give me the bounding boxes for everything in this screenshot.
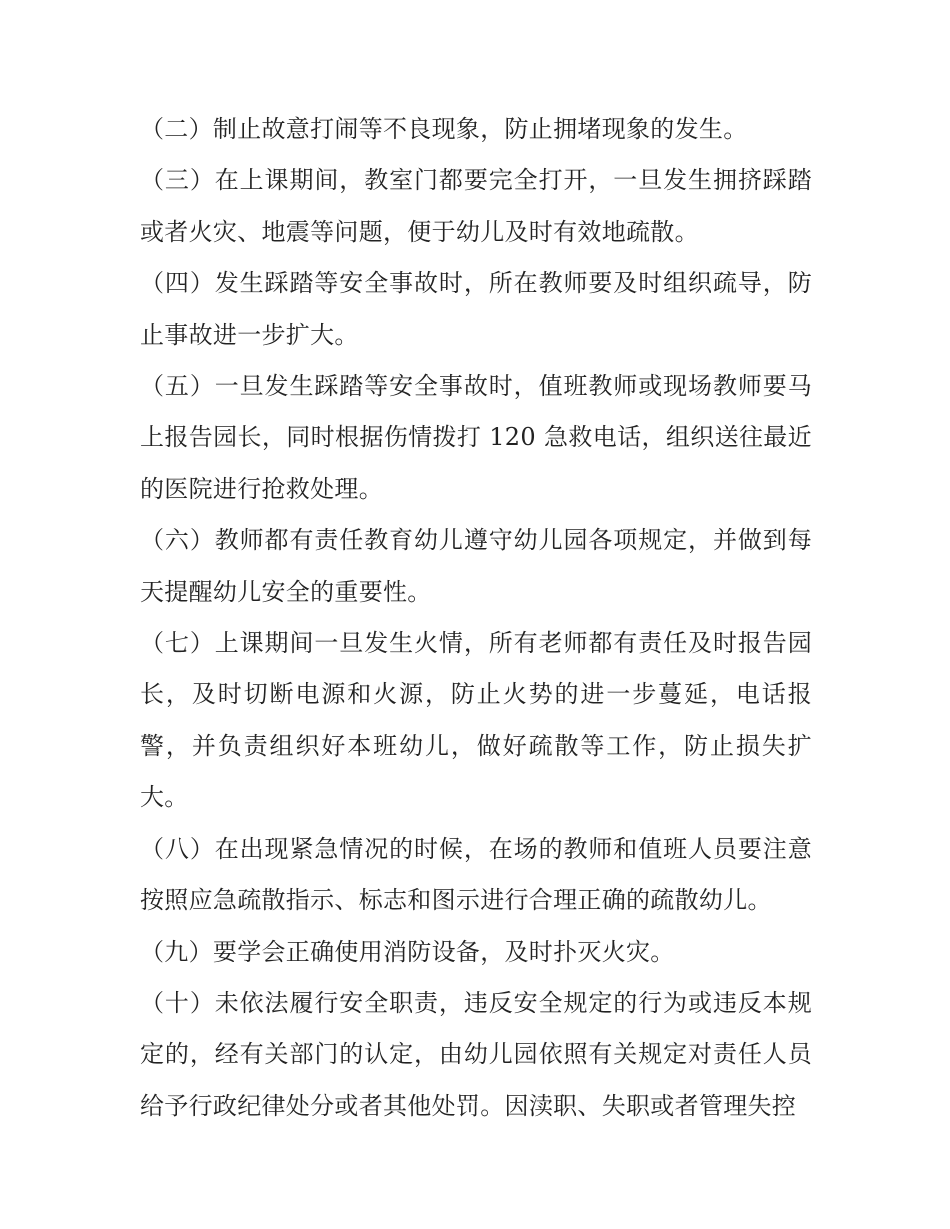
paragraph-5: （五）一旦发生踩踏等安全事故时，值班教师或现场教师要马上报告园长，同时根据伤情拨打 120 急救电话，组织送往最近的医院进行抢救处理。 [140, 372, 812, 503]
document-body [140, 104, 812, 1132]
paragraph-6: （六）教师都有责任教育幼儿遵守幼儿园各项规定，并做到每天提醒幼儿安全的重要性。 [140, 526, 812, 606]
paragraph-3: （三）在上课期间，教室门都要完全打开，一旦发生拥挤踩踏或者火灾、地震等问题，便于幼儿及时有效地疏散。 [140, 166, 812, 246]
paragraph-8: （八）在出现紧急情况的时候，在场的教师和值班人员要注意按照应急疏散指示、标志和图示进行合理正确的疏散幼儿。 [140, 834, 812, 915]
paragraph-9: （九）要学会正确使用消防设备，及时扑灭火灾。 [140, 937, 675, 966]
paragraph-4: （四）发生踩踏等安全事故时，所在教师要及时组织疏导，防止事故进一步扩大。 [140, 269, 812, 349]
paragraph-10: （十）未依法履行安全职责，违反安全规定的行为或违反本规定的，经有关部门的认定，由幼儿园依照有关规定对责任人员给予行政纪律处分或者其他处罚。因渎职、失职或者管理失控 [140, 988, 812, 1120]
paragraph-7: （七）上课期间一旦发生火情，所有老师都有责任及时报告园长，及时切断电源和火源，防止火势的进一步蔓延，电话报警，并负责组织好本班幼儿，做好疏散等工作，防止损失扩大。 [140, 629, 812, 812]
paragraph-2: （二）制止故意打闹等不良现象，防止拥堵现象的发生。 [140, 115, 748, 143]
